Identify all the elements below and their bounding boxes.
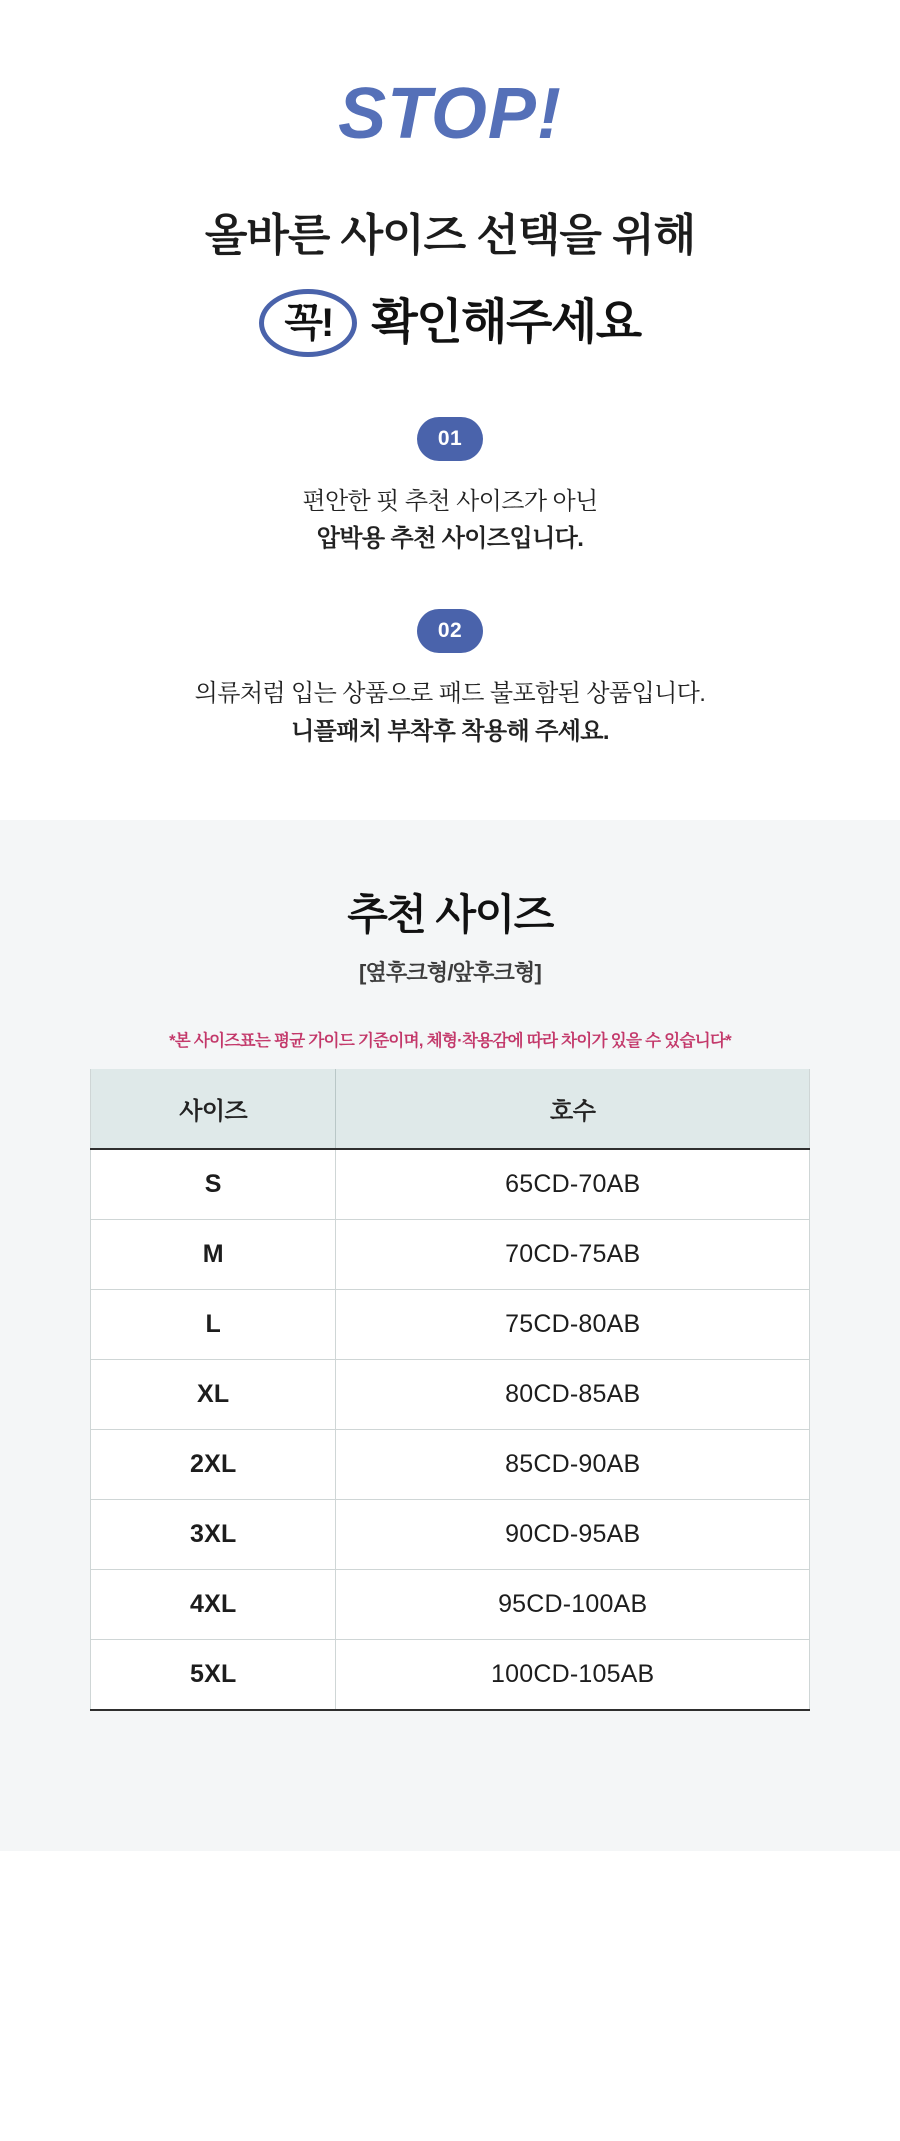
- note-item-02: [0, 609, 900, 749]
- note-number-badge-02: 02: [417, 609, 483, 653]
- table-row: [91, 1499, 810, 1569]
- table-cell-size: M: [91, 1219, 336, 1289]
- size-table-body: [91, 1149, 810, 1710]
- table-header-size: 사이즈: [91, 1069, 336, 1149]
- table-row: [91, 1149, 810, 1220]
- size-chart-section: [0, 820, 900, 1851]
- table-cell-cup: 65CD-70AB: [336, 1149, 810, 1220]
- table-row: [91, 1569, 810, 1639]
- table-cell-cup: 100CD-105AB: [336, 1639, 810, 1710]
- table-row: [91, 1429, 810, 1499]
- note-line-02-a: 의류처럼 입는 상품으로 패드 불포함된 상품입니다.: [194, 680, 706, 708]
- table-cell-size: XL: [91, 1359, 336, 1429]
- table-cell-size: 2XL: [91, 1429, 336, 1499]
- size-table-wrapper: [90, 1069, 810, 1711]
- note-number-badge-01: 01: [417, 417, 483, 461]
- table-cell-cup: 90CD-95AB: [336, 1499, 810, 1569]
- kkok-badge: 꼭!: [259, 289, 357, 357]
- table-cell-cup: 80CD-85AB: [336, 1359, 810, 1429]
- table-row: [91, 1639, 810, 1710]
- table-cell-size: 3XL: [91, 1499, 336, 1569]
- table-cell-size: 4XL: [91, 1569, 336, 1639]
- size-chart-subtitle: [옆후크형/앞후크형]: [359, 959, 541, 985]
- headline-secondary-row: [0, 289, 900, 357]
- note-line-01-b: 압박용 추천 사이즈입니다.: [316, 525, 584, 553]
- headline-secondary: 확인해주세요: [371, 296, 641, 349]
- table-row: [91, 1289, 810, 1359]
- table-cell-cup: 75CD-80AB: [336, 1289, 810, 1359]
- size-chart-title: 추천 사이즈: [347, 890, 553, 938]
- table-cell-cup: 95CD-100AB: [336, 1569, 810, 1639]
- headline-primary: 올바른 사이즈 선택을 위해: [204, 211, 696, 260]
- size-chart-disclaimer: *본 사이즈표는 평균 가이드 기준이며, 체형·착용감에 따라 차이가 있을 수 있습니다*: [169, 1031, 731, 1050]
- table-cell-size: 5XL: [91, 1639, 336, 1710]
- table-row: [91, 1219, 810, 1289]
- table-header-cup: 호수: [336, 1069, 810, 1149]
- note-item-01: [0, 417, 900, 557]
- table-cell-size: L: [91, 1289, 336, 1359]
- table-cell-cup: 85CD-90AB: [336, 1429, 810, 1499]
- table-row: [91, 1359, 810, 1429]
- size-table-head: [91, 1069, 810, 1149]
- size-table: [90, 1069, 810, 1711]
- table-cell-cup: 70CD-75AB: [336, 1219, 810, 1289]
- table-header-row: [91, 1069, 810, 1149]
- note-line-02-b: 니플패치 부착후 착용해 주세요.: [291, 717, 609, 745]
- stop-title: STOP!: [338, 74, 562, 154]
- table-cell-size: S: [91, 1149, 336, 1220]
- note-line-01-a: 편안한 핏 추천 사이즈가 아닌: [302, 488, 598, 515]
- notice-section: [0, 0, 900, 820]
